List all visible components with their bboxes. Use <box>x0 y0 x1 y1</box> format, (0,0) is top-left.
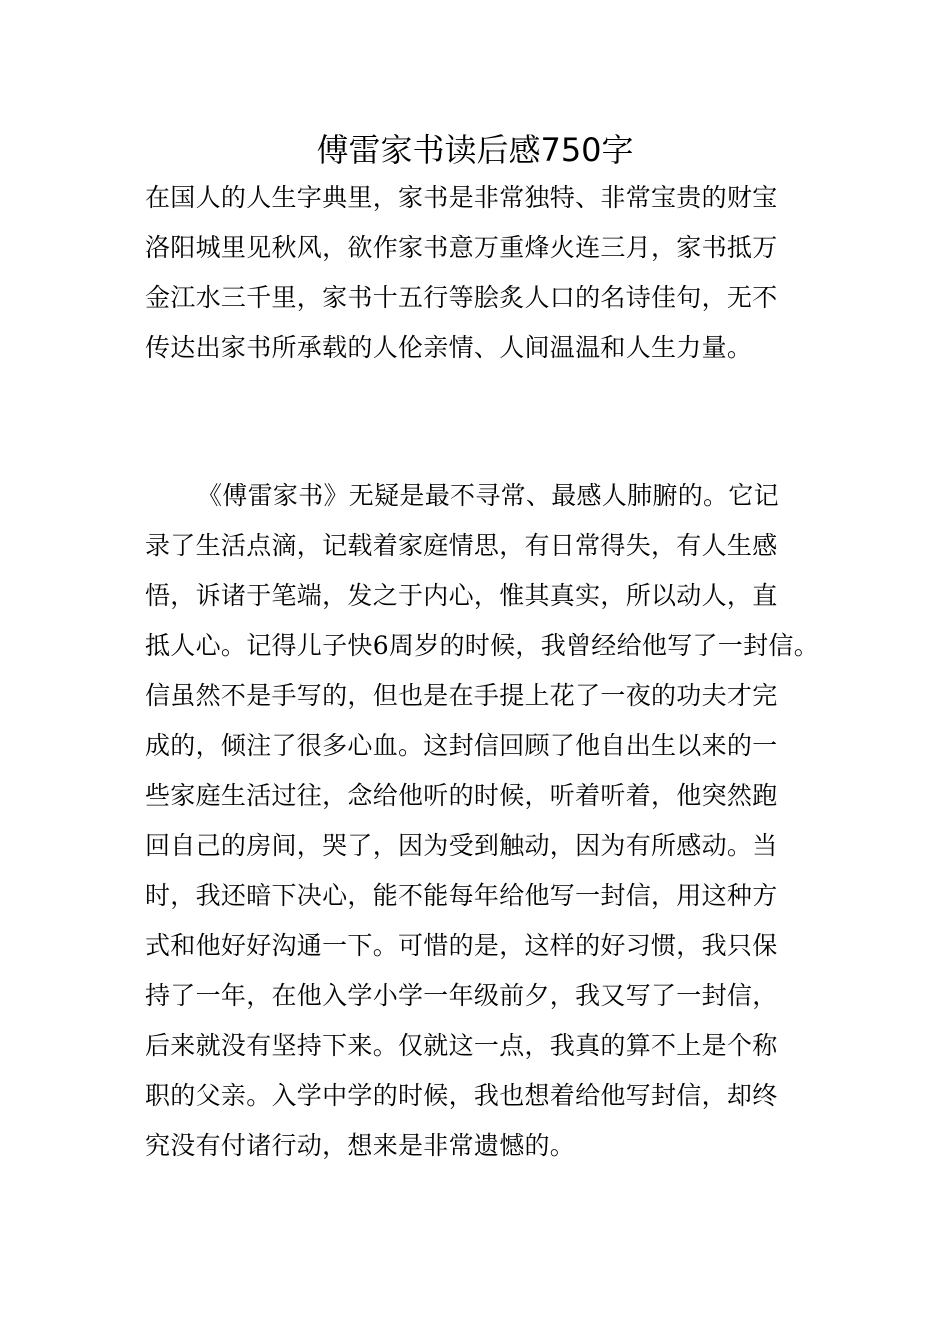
paragraph-line: 《傅雷家书》无疑是最不寻常、最感人肺腑的。它记 <box>197 481 779 510</box>
paragraph-line: 职的父亲。入学中学的时候，我也想着给他写封信，却终 <box>145 1081 778 1110</box>
paragraph-line: 持了一年，在他入学小学一年级前夕，我又写了一封信， <box>145 981 778 1010</box>
paragraph-line: 传达出家书所承载的人伦亲情、人间温温和人生力量。 <box>145 333 753 362</box>
paragraph-line: 成的，倾注了很多心血。这封信回顾了他自出生以来的一 <box>145 731 778 760</box>
paragraph-line: 回自己的房间，哭了，因为受到触动，因为有所感动。当 <box>145 831 778 860</box>
paragraph-line: 信虽然不是手写的，但也是在手提上花了一夜的功夫才完 <box>145 681 778 710</box>
paragraph-line: 究没有付诸行动，想来是非常遗憾的。 <box>145 1131 576 1160</box>
paragraph-line: 些家庭生活过往，念给他听的时候，听着听着，他突然跑 <box>145 781 778 810</box>
paragraph-line: 时，我还暗下决心，能不能每年给他写一封信，用这种方 <box>145 881 778 910</box>
paragraph-line: 后来就没有坚持下来。仅就这一点，我真的算不上是个称 <box>145 1031 778 1060</box>
paragraph-line: 洛阳城里见秋风，欲作家书意万重烽火连三月，家书抵万 <box>145 233 778 262</box>
paragraph-line: 金江水三千里，家书十五行等脍炙人口的名诗佳句，无不 <box>145 283 778 312</box>
paragraph-line: 录了生活点滴，记载着家庭情思，有日常得失，有人生感 <box>145 531 778 560</box>
paragraph-line: 抵人心。记得儿子快6周岁的时候，我曾经给他写了一封信。 <box>145 631 820 660</box>
paragraph-line: 式和他好好沟通一下。可惜的是，这样的好习惯，我只保 <box>145 931 778 960</box>
paragraph-line: 在国人的人生字典里，家书是非常独特、非常宝贵的财宝 <box>145 183 778 212</box>
document-title: 傅雷家书读后感750字 <box>316 131 634 169</box>
paragraph-line: 悟，诉诸于笔端，发之于内心，惟其真实，所以动人，直 <box>145 581 778 610</box>
